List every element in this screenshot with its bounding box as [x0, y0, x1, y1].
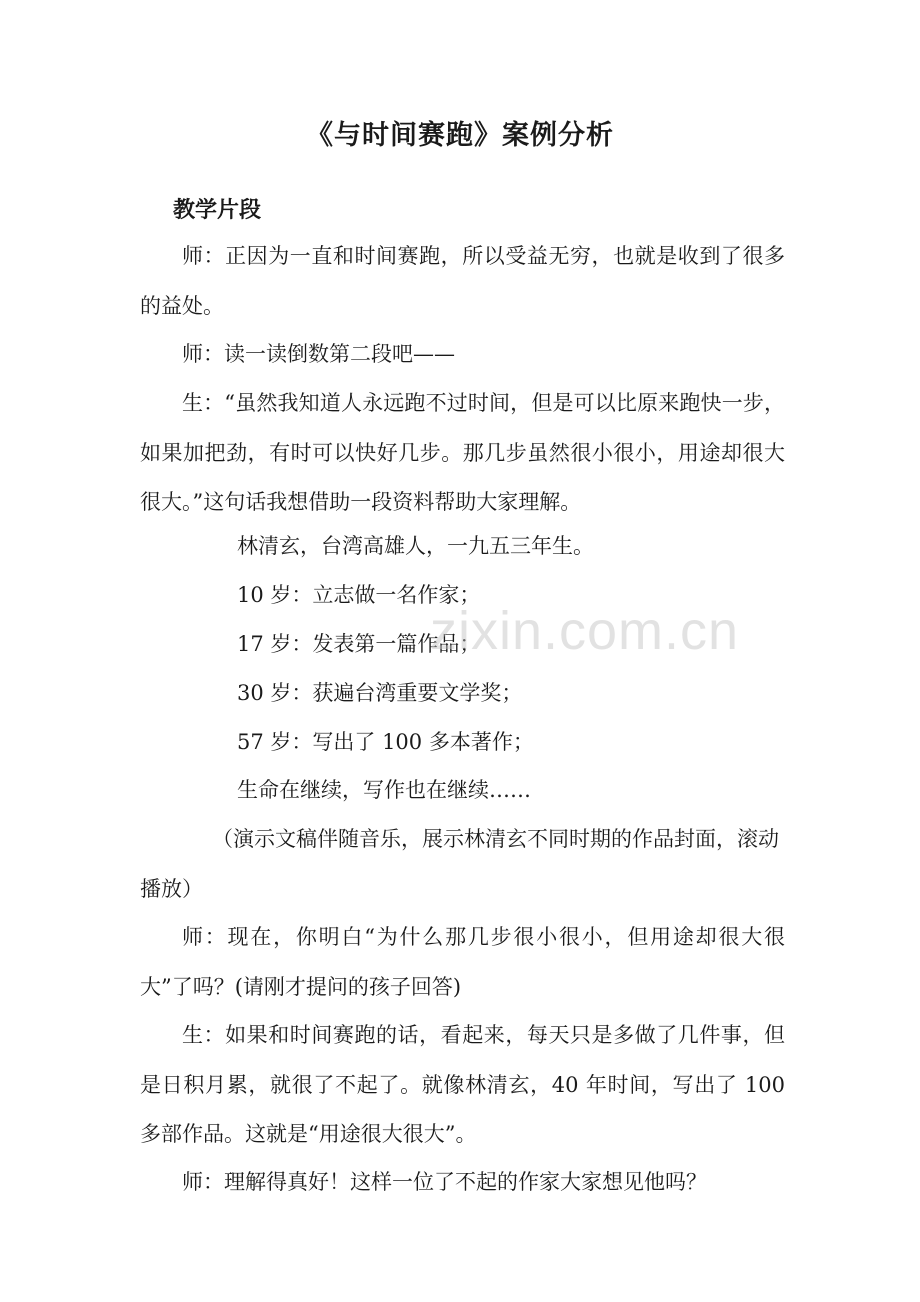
section-heading: 教学片段	[173, 197, 262, 223]
watermark: zixin.com.cn	[430, 601, 740, 661]
quote-line-age-17: 17 岁：发表第一篇作品；	[237, 632, 481, 656]
paragraph-teacher-4: 师：理解得真好！这样一位了不起的作家大家想见他吗？	[182, 1170, 707, 1194]
quote-line-age-10: 10 岁：立志做一名作家；	[237, 583, 481, 607]
quote-line-age-30: 30 岁：获遍台湾重要文学奖；	[237, 681, 523, 705]
paragraph-teacher-2: 师：读一读倒数第二段吧——	[182, 342, 455, 366]
quote-line-age-57: 57 岁：写出了 100 多本著作；	[237, 730, 534, 754]
quote-line-intro: 林清玄，台湾高雄人，一九五三年生。	[237, 534, 594, 558]
paragraph-student-1: 生：“虽然我知道人永远跑不过时间，但是可以比原来跑快一步，如果加把劲，有时可以快好几步。那几步虽然很小很小，用途却很大很大。”这句话我想借助一段资料帮助大家理解。	[140, 391, 785, 514]
paragraph-teacher-3: 师：现在，你明白“为什么那几步很小很小，但用途却很大很大”了吗？(请刚才提问的孩子回答)	[140, 925, 785, 999]
presentation-note: （演示文稿伴随音乐，展示林清玄不同时期的作品封面，滚动播放）	[140, 827, 779, 901]
paragraph-teacher-1: 师：正因为一直和时间赛跑，所以受益无穷，也就是收到了很多的益处。	[140, 244, 785, 318]
document-title: 《与时间赛跑》案例分析	[306, 120, 614, 151]
paragraph-student-2: 生：如果和时间赛跑的话，看起来，每天只是多做了几件事，但是日积月累，就很了不起了。就像林清玄，40 年时间，写出了 100 多部作品。这就是“用途很大很大”。	[140, 1023, 785, 1146]
quote-line-continue: 生命在继续，写作也在继续……	[237, 778, 531, 802]
